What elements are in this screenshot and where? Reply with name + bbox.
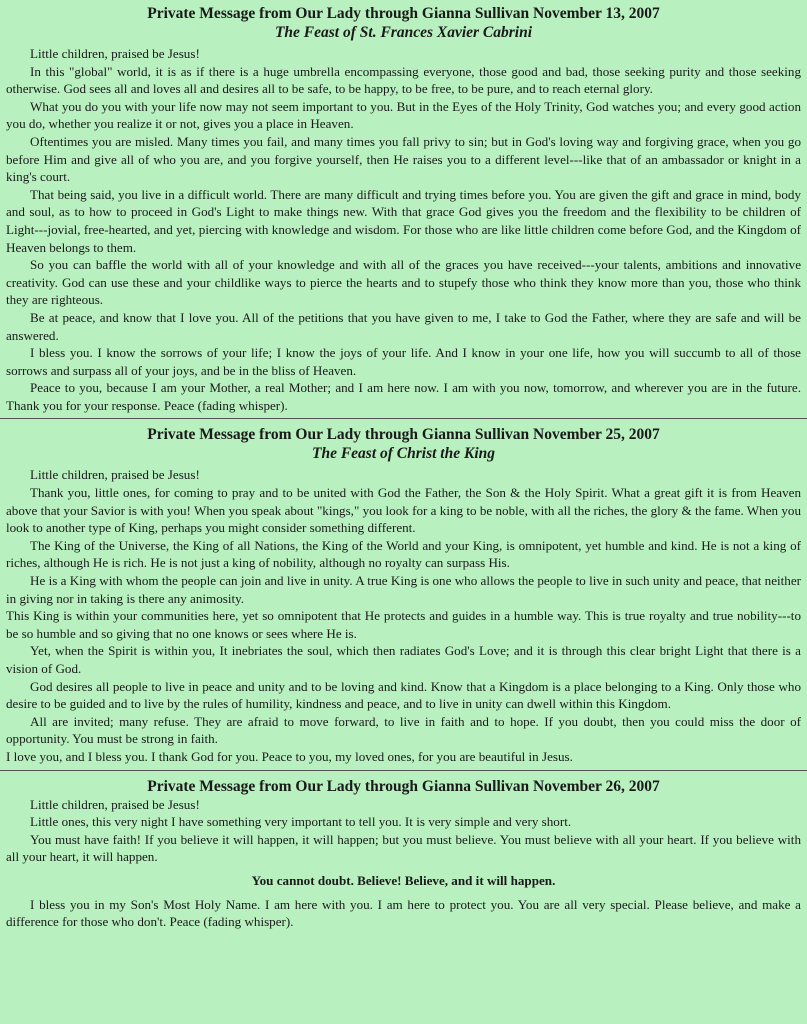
message-subtitle: The Feast of Christ the King: [311, 445, 496, 463]
message-nov-13: [6, 0, 801, 414]
paragraph: He is a King with whom the people can join and live in unity. A true King is one who allows the people to live in such unity and peace, that neither in giving nor in taking is there any animosity.: [6, 573, 801, 606]
paragraph: Little ones, this very night I have something very important to tell you. It is very simple and very short.: [30, 814, 572, 830]
paragraph: The King of the Universe, the King of all Nations, the King of the World and your King, is omnipotent, yet humble and kind. He is not a king of riches, although He is rich. He is not just a king of nobility, although no royalty can surpass His.: [6, 537, 801, 571]
paragraph: Little children, praised be Jesus!: [30, 46, 200, 61]
paragraph: So you can baffle the world with all of your knowledge and with all of the graces you have received---your talents, ambitions and innovative creativity. God can use these and your childlike ways to pierce the hearts and to stupefy those who think they know more than you, those who think they are righteous.: [6, 257, 801, 308]
message-subtitle: The Feast of St. Frances Xavier Cabrini: [274, 24, 533, 41]
emphasis-line: You cannot doubt. Believe! Believe, and it will happen.: [251, 872, 556, 888]
paragraph: Thank you, little ones, for coming to pray and to be united with God the Father, the Son & the Holy Spirit. What a great gift it is from Heaven above that your Savior is with you! When you speak about "kings," you look for a king to be noble, with all the riches, the glory & the fame. When you look to another type of King, perhaps you might consider something different.: [6, 485, 801, 536]
paragraph: Oftentimes you are misled. Many times you fail, and many times you fall privy to sin; but in God's loving way and forgiving grace, when you go before Him and give all of who you are, and you forgive yourself, then He raises you to a different level---like that of an ambassador or knight in a king's court.: [6, 133, 801, 185]
paragraph: Peace to you, because I am your Mother, a real Mother; and I am here now. I am with you now, tomorrow, and wherever you are in the future. Thank you for your response. Peace (fading whisper).: [6, 380, 801, 413]
paragraph: In this "global" world, it is as if there is a huge umbrella encompassing everyone, those good and bad, those seeking purity and those seeking otherwise. God sees all and loves all and desires all to be safe, to be happy, to be free, to be pure, and to reach eternal glory.: [6, 63, 801, 97]
paragraph: All are invited; many refuse. They are afraid to move forward, to live in faith and to hope. If you doubt, then you could miss the door of opportunity. You must be strong in faith.: [6, 713, 801, 747]
message-nov-25: [6, 425, 801, 765]
paragraph: Little children, praised be Jesus!: [30, 796, 200, 812]
message-nov-26: [6, 777, 801, 931]
paragraph: Yet, when the Spirit is within you, It inebriates the soul, which then radiates God's Love; and it is through this clear bright Light that there is a vision of God.: [6, 643, 801, 676]
section-divider: [0, 418, 807, 419]
closing-paragraph: I bless you in my Son's Most Holy Name. I am here with you. I am here to protect you. You are all very special. Please believe, and make a difference for those who don't. Peace (fading whisper).: [6, 896, 801, 930]
message-title: Private Message from Our Lady through Gianna Sullivan November 13, 2007: [147, 5, 660, 22]
paragraph: Little children, praised be Jesus!: [30, 467, 200, 483]
paragraph: I love you, and I bless you. I thank God for you. Peace to you, my loved ones, for you are beautiful in Jesus.: [6, 748, 573, 764]
paragraph: You must have faith! If you believe it will happen, it will happen; but you must believe. You must believe with all your heart. If you believe with all your heart, it will happen.: [6, 831, 801, 865]
section-divider: [0, 770, 807, 771]
paragraph: That being said, you live in a difficult world. There are many difficult and trying times before you. You are given the gift and grace in mind, body and soul, as to how to proceed in God's Light to make things new. With that grace God gives you the freedom and the flexibility to be children of Light---jovial, free-hearted, and yet, piercing with knowledge and wisdom. For those who are like little children come before God, and the Kingdom of Heaven belongs to them.: [6, 186, 801, 255]
paragraph: Be at peace, and know that I love you. All of the petitions that you have given to me, I take to God the Father, where they are safe and will be answered.: [6, 309, 801, 343]
message-title: Private Message from Our Lady through Gianna Sullivan November 25, 2007: [147, 426, 660, 444]
paragraph: What you do you with your life now may not seem important to you. But in the Eyes of the Holy Trinity, God watches you; and every good action you do, whether you realize it or not, gives you a place in Heaven.: [6, 98, 801, 132]
paragraph: God desires all people to live in peace and unity and to be loving and kind. Know that a Kingdom is a place belonging to a King. Only those who desire to be guided and to live by the rules of humility, kindness and peace, and to live in unity can dwell within this Kingdom.: [6, 678, 801, 712]
paragraph: This King is within your communities here, yet so omnipotent that He protects and guides in a humble way. This is true royalty and true nobility---to be so humble and so giving that no one knows or sees where He is.: [6, 608, 801, 641]
message-title: Private Message from Our Lady through Gianna Sullivan November 26, 2007: [147, 777, 660, 795]
paragraph: I bless you. I know the sorrows of your life; I know the joys of your life. And I know in your one life, how you will succumb to all of those sorrows and surpass all of your joys, and be in the bliss of Heaven.: [6, 345, 801, 378]
